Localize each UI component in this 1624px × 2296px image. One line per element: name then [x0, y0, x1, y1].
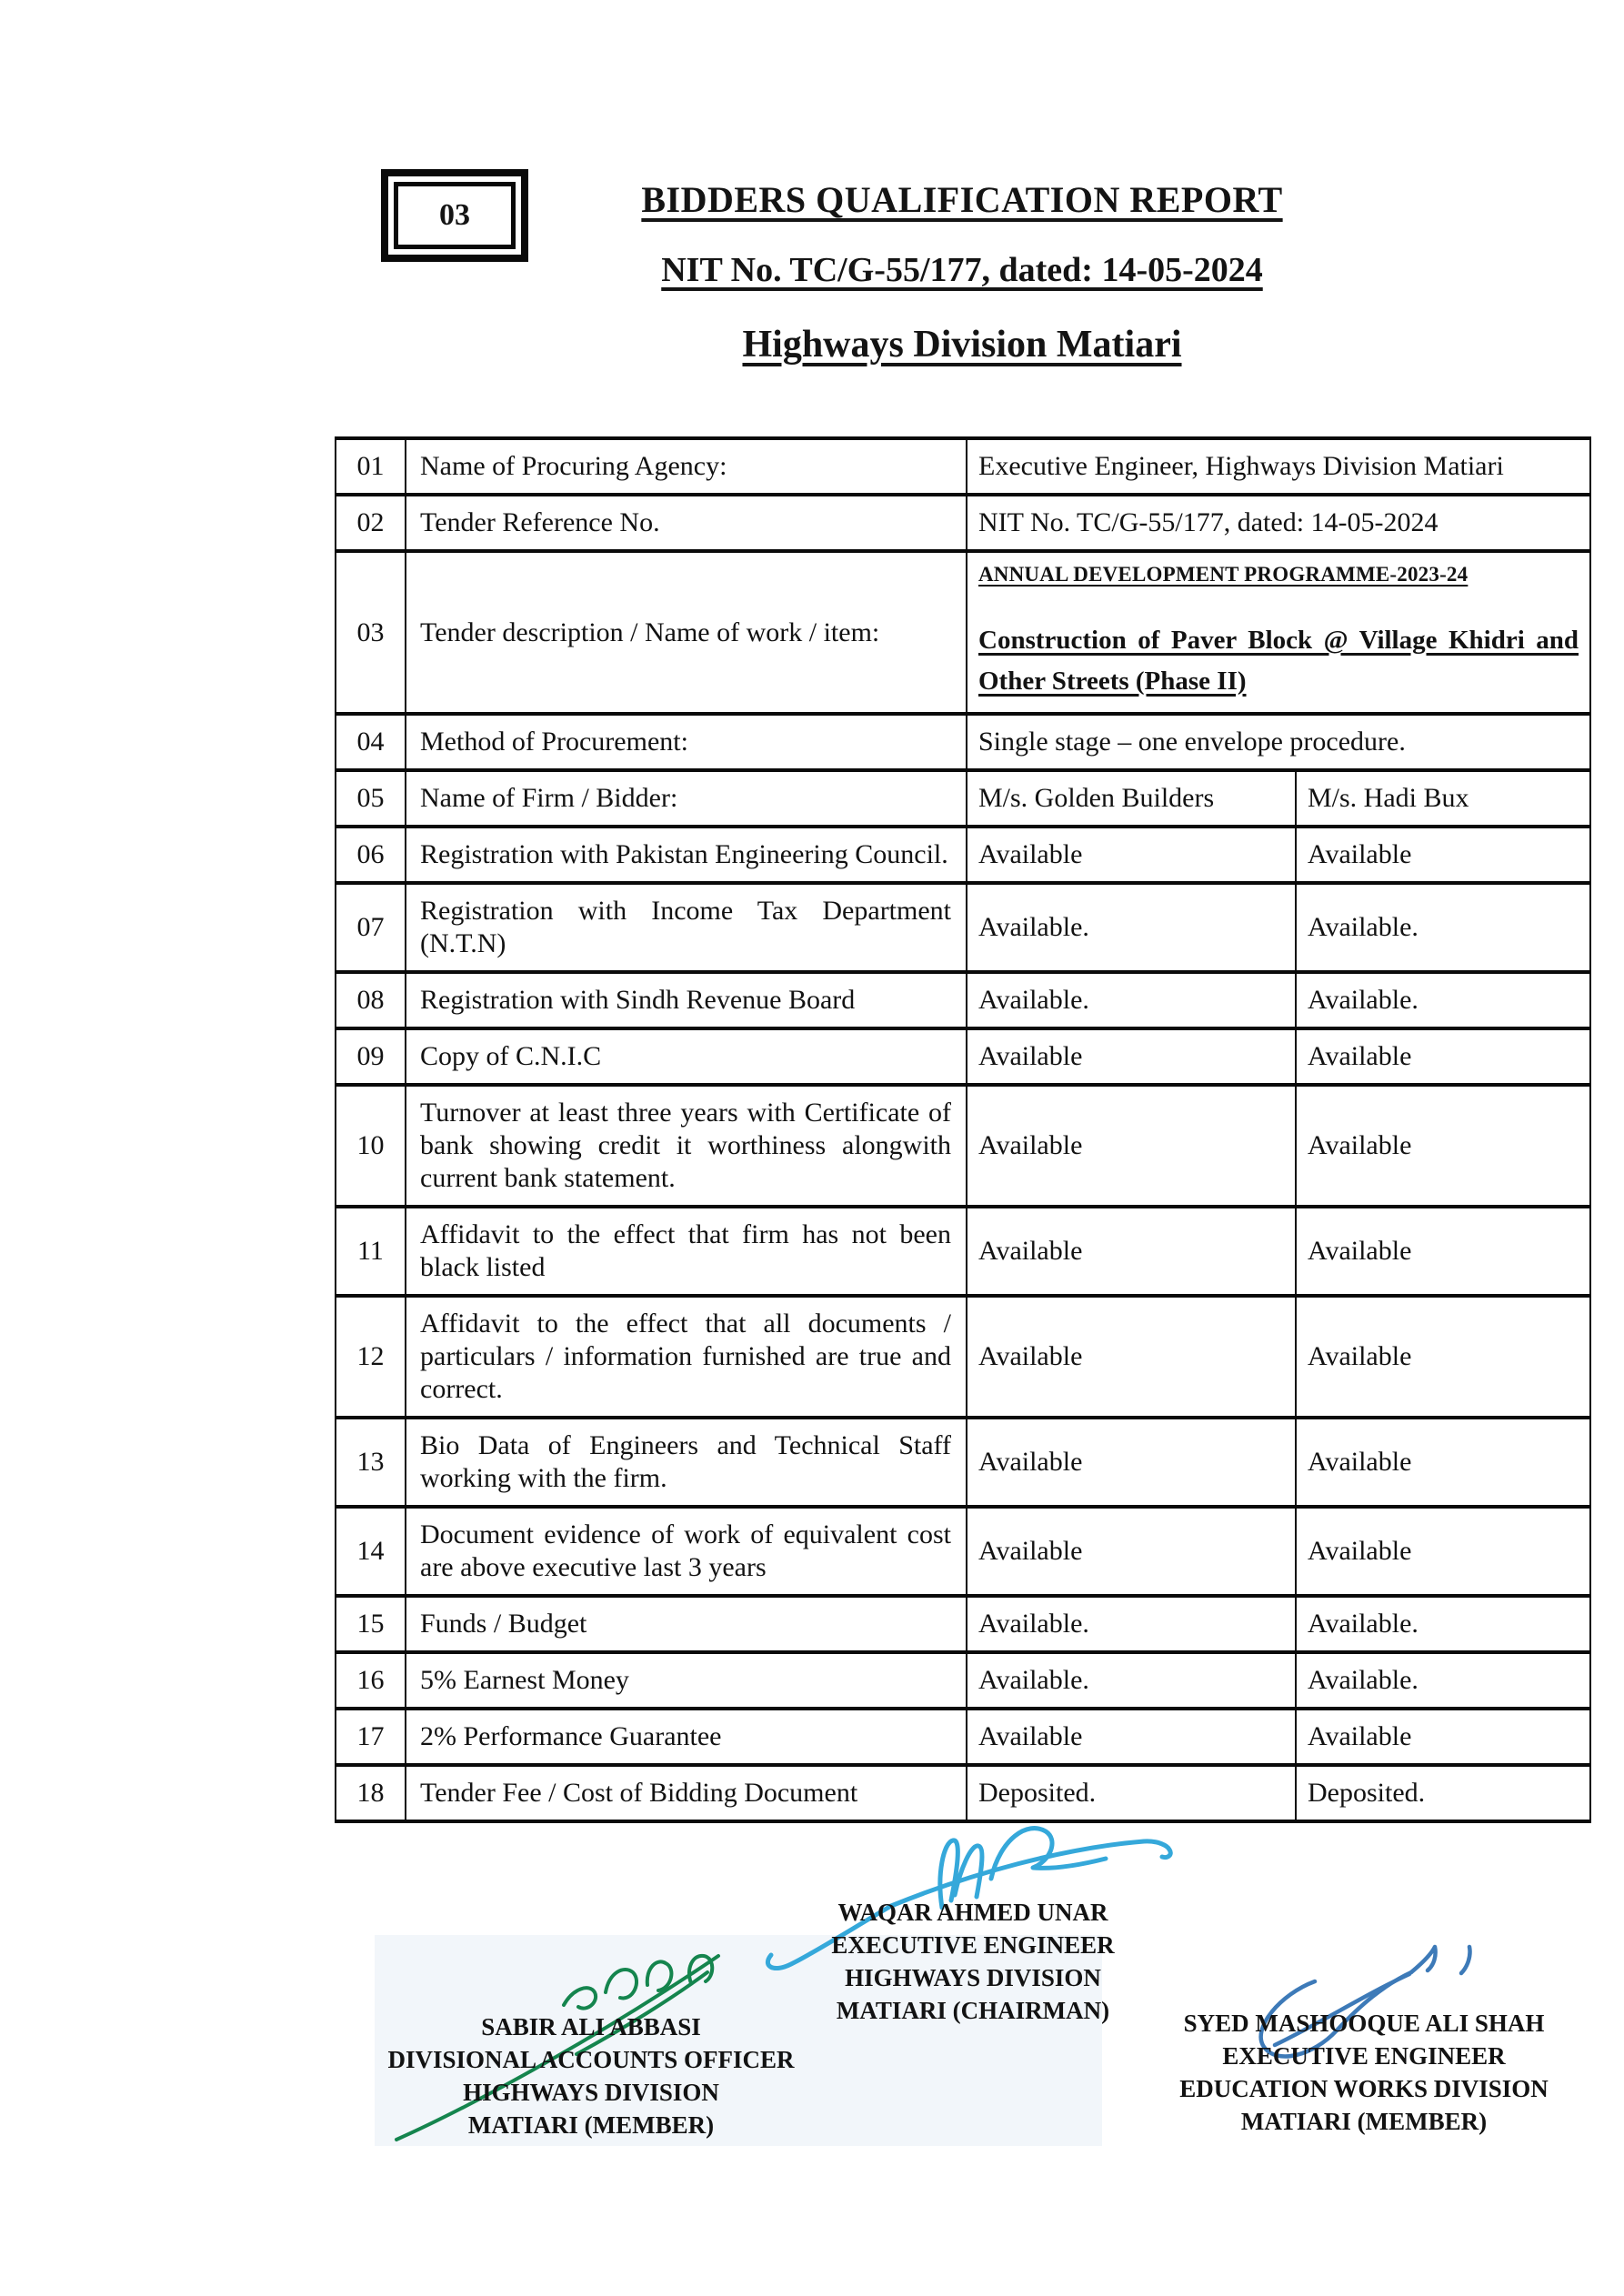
- signatory-division: HIGHWAYS DIVISION: [463, 2078, 719, 2106]
- row-label: Affidavit to the effect that firm has not been black listed: [406, 1207, 967, 1296]
- row-value-bidder-2: Available: [1296, 1085, 1590, 1207]
- row-value-bidder-1: Available: [967, 827, 1296, 883]
- row-value-bidder-2: Available: [1296, 1709, 1590, 1765]
- signatory-name: SYED MASHOOQUE ALI SHAH: [1183, 2010, 1545, 2037]
- row-value-bidder-2: Available: [1296, 1418, 1590, 1507]
- row-label: Tender description / Name of work / item:: [406, 551, 967, 714]
- page-number-text: 03: [394, 182, 516, 249]
- row-serial: 17: [336, 1709, 406, 1765]
- signature-block-member-left: [377, 2011, 805, 2142]
- document-title: BIDDERS QUALIFICATION REPORT: [641, 179, 1283, 220]
- row-label: Registration with Pakistan Engineering Council.: [406, 827, 967, 883]
- row-label: Tender Fee / Cost of Bidding Document: [406, 1765, 967, 1821]
- signatory-division: HIGHWAYS DIVISION: [845, 1963, 1101, 1991]
- document-subtitle: NIT No. TC/G-55/177, dated: 14-05-2024: [661, 251, 1263, 289]
- table-row: [336, 827, 1590, 883]
- row-label: Funds / Budget: [406, 1596, 967, 1652]
- signature-block-chairman: [764, 1897, 1182, 2028]
- row-label: Affidavit to the effect that all documents / particulars / information furnished are true and correct.: [406, 1296, 967, 1418]
- row-serial: 12: [336, 1296, 406, 1418]
- signatory-role: MATIARI (MEMBER): [1240, 2107, 1488, 2135]
- row-serial: 05: [336, 770, 406, 827]
- table-row: [336, 1418, 1590, 1507]
- row-label: Document evidence of work of equivalent cost are above executive last 3 years: [406, 1507, 967, 1596]
- row-label: Method of Procurement:: [406, 714, 967, 770]
- signatory-division: EDUCATION WORKS DIVISION: [1179, 2074, 1549, 2102]
- row-label: Registration with Income Tax Department (N.T.N): [406, 883, 967, 972]
- row-value-bidder-2: Available: [1296, 827, 1590, 883]
- table-row: [336, 770, 1590, 827]
- row-label: Name of Firm / Bidder:: [406, 770, 967, 827]
- row-serial: 07: [336, 883, 406, 972]
- row-serial: 10: [336, 1085, 406, 1207]
- row-value-bidder-1: Available.: [967, 883, 1296, 972]
- table-row: [336, 1085, 1590, 1207]
- signatory-title: EXECUTIVE ENGINEER: [831, 1930, 1115, 1959]
- row-value-bidder-2: Available.: [1296, 1652, 1590, 1709]
- row-serial: 16: [336, 1652, 406, 1709]
- row-value-bidder-2: Available.: [1296, 1596, 1590, 1652]
- row-serial: 14: [336, 1507, 406, 1596]
- table-row: [336, 972, 1590, 1028]
- signatory-title: EXECUTIVE ENGINEER: [1222, 2041, 1506, 2070]
- row-value-bidder-2: Available: [1296, 1028, 1590, 1085]
- row-value-bidder-1: M/s. Golden Builders: [967, 770, 1296, 827]
- row-value-bidder-1: Available: [967, 1296, 1296, 1418]
- table-row: [336, 1207, 1590, 1296]
- row-value-bidder-1: Available: [967, 1418, 1296, 1507]
- row-label: Registration with Sindh Revenue Board: [406, 972, 967, 1028]
- row-value: NIT No. TC/G-55/177, dated: 14-05-2024: [967, 495, 1590, 551]
- row-value-bidder-2: Available.: [1296, 883, 1590, 972]
- row-value-bidder-1: Available.: [967, 972, 1296, 1028]
- signatory-name: SABIR ALI ABBASI: [481, 2013, 701, 2040]
- row-value-bidder-2: Available.: [1296, 972, 1590, 1028]
- row-value-bidder-2: M/s. Hadi Bux: [1296, 770, 1590, 827]
- row-value-bidder-2: Available: [1296, 1207, 1590, 1296]
- table-row: [336, 551, 1590, 714]
- table-row: [336, 1296, 1590, 1418]
- row-serial: 02: [336, 495, 406, 551]
- row-value-bidder-1: Available.: [967, 1652, 1296, 1709]
- signatory-role: MATIARI (CHAIRMAN): [836, 1996, 1110, 2024]
- division-heading: Highways Division Matiari: [742, 324, 1182, 366]
- document-header: [335, 178, 1589, 366]
- row-serial: 18: [336, 1765, 406, 1821]
- row-serial: 03: [336, 551, 406, 714]
- row-value-bidder-1: Available: [967, 1085, 1296, 1207]
- row-value: Single stage – one envelope procedure.: [967, 714, 1590, 770]
- row-value-bidder-1: Available: [967, 1709, 1296, 1765]
- row-serial: 15: [336, 1596, 406, 1652]
- signatory-role: MATIARI (MEMBER): [467, 2111, 715, 2139]
- table-row: [336, 714, 1590, 770]
- programme-title: ANNUAL DEVELOPMENT PROGRAMME-2023-24: [978, 563, 1469, 586]
- table-row: [336, 1709, 1590, 1765]
- table-row: [336, 1507, 1590, 1596]
- row-value: Executive Engineer, Highways Division Matiari: [967, 438, 1590, 495]
- row-value-bidder-1: Available.: [967, 1596, 1296, 1652]
- table-row: [336, 438, 1590, 495]
- qualification-table: [335, 436, 1591, 1823]
- row-serial: 06: [336, 827, 406, 883]
- table-row: [336, 1596, 1590, 1652]
- row-value-bidder-1: Available: [967, 1507, 1296, 1596]
- row-value-bidder-2: Deposited.: [1296, 1765, 1590, 1821]
- row-value-bidder-2: Available: [1296, 1507, 1590, 1596]
- row-serial: 01: [336, 438, 406, 495]
- row-label: Bio Data of Engineers and Technical Staff working with the firm.: [406, 1418, 967, 1507]
- row-value: [967, 551, 1590, 714]
- row-serial: 11: [336, 1207, 406, 1296]
- row-value-bidder-1: Available: [967, 1207, 1296, 1296]
- table-row: [336, 495, 1590, 551]
- table-row: [336, 883, 1590, 972]
- table-row: [336, 1765, 1590, 1821]
- work-name: Construction of Paver Block @ Village Khidri and Other Streets (Phase II): [978, 625, 1579, 696]
- row-serial: 13: [336, 1418, 406, 1507]
- table-row: [336, 1028, 1590, 1085]
- row-value-bidder-1: Deposited.: [967, 1765, 1296, 1821]
- row-serial: 04: [336, 714, 406, 770]
- row-label: Copy of C.N.I.C: [406, 1028, 967, 1085]
- row-value-bidder-1: Available: [967, 1028, 1296, 1085]
- signatory-name: WAQAR AHMED UNAR: [837, 1899, 1108, 1926]
- row-label: Tender Reference No.: [406, 495, 967, 551]
- row-value-bidder-2: Available: [1296, 1296, 1590, 1418]
- row-label: Name of Procuring Agency:: [406, 438, 967, 495]
- signature-block-member-right: [1155, 2008, 1573, 2139]
- signatory-title: DIVISIONAL ACCOUNTS OFFICER: [387, 2045, 795, 2073]
- row-label: 2% Performance Guarantee: [406, 1709, 967, 1765]
- row-serial: 09: [336, 1028, 406, 1085]
- row-serial: 08: [336, 972, 406, 1028]
- row-label: 5% Earnest Money: [406, 1652, 967, 1709]
- table-row: [336, 1652, 1590, 1709]
- row-label: Turnover at least three years with Certificate of bank showing credit it worthiness alongwith current bank statement.: [406, 1085, 967, 1207]
